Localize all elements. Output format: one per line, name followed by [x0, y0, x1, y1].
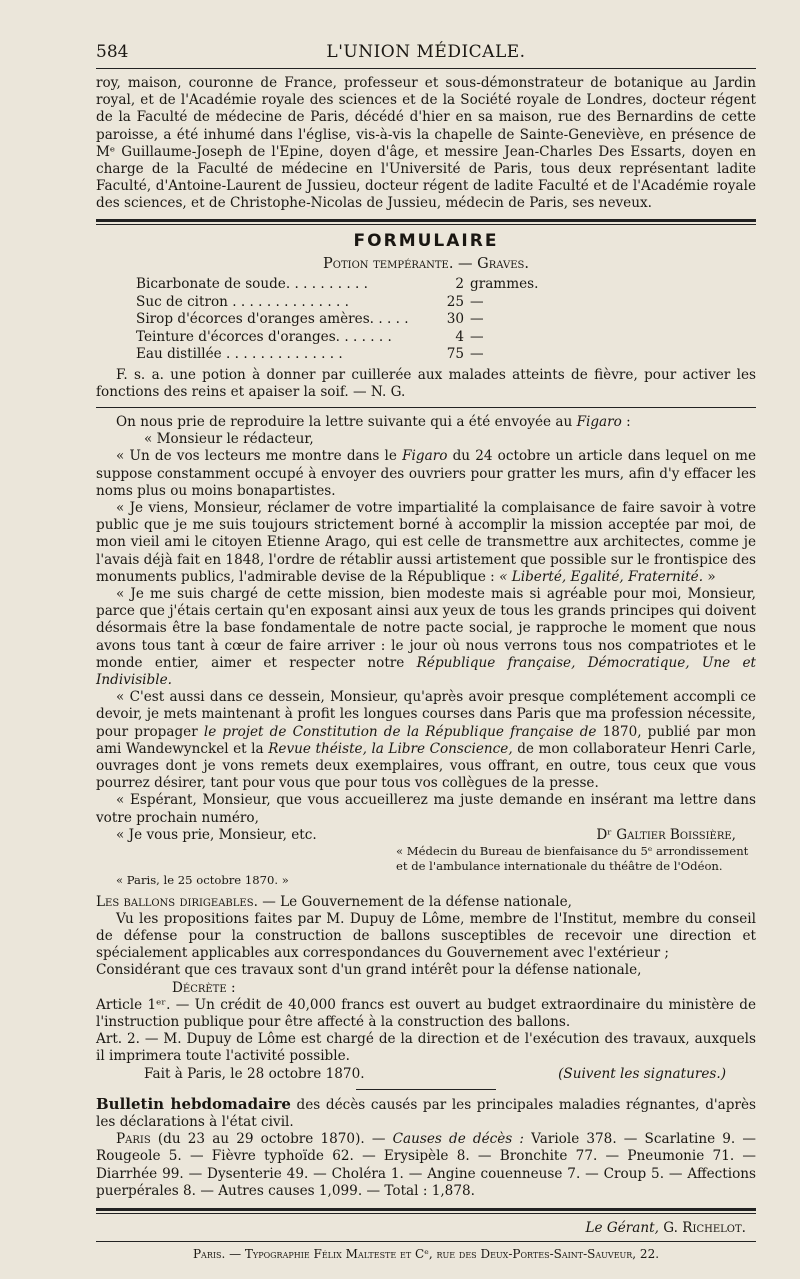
- ingredient-unit: —: [470, 346, 484, 363]
- signature-title: « Médecin du Bureau de bienfaisance du 5ᵉ arrondissement et de l'ambulance internationale du théâtre de l'Odéon.: [396, 844, 749, 873]
- divider: [96, 407, 756, 408]
- table-row: [136, 346, 550, 364]
- letter-date: « Paris, le 25 octobre 1870. »: [116, 873, 289, 888]
- ingredient-qty: 2: [455, 276, 464, 293]
- footer-divider: [96, 1208, 756, 1214]
- letter-intro: On nous prie de reproduire la lettre suivante qui a été envoyée au Figaro :: [116, 413, 631, 430]
- ingredient-qty: 25: [446, 293, 464, 310]
- letter-signature: Dʳ Galtier Boissière,: [596, 826, 736, 843]
- article-1: Article 1ᵉʳ. — Un crédit de 40,000 francs est ouvert au budget extraordinaire du ministère de l'instruction publique pour être affecté à la construction des ballons.: [96, 996, 756, 1030]
- prescription-table: [136, 276, 550, 364]
- divider: [356, 1089, 496, 1090]
- printer-footer: Paris. — Typographie Félix Malteste et Cᵉ, rue des Deux-Portes-Saint-Sauveur, 22.: [192, 1247, 660, 1262]
- table-row: [136, 311, 550, 329]
- ballons-paragraph: Vu les propositions faites par M. Dupuy de Lôme, membre de l'Institut, membre du conseil de défense pour la construction de ballons susceptibles de recevoir une direction et spécialement applicables aux correspondances du Gouvernement avec l'extérieur ;: [96, 910, 756, 962]
- ingredient-unit: —: [470, 293, 484, 310]
- ingredient-unit: —: [470, 328, 484, 345]
- signatures-note: (Suivent les signatures.): [558, 1065, 726, 1082]
- table-row: [136, 329, 550, 347]
- table-row: [136, 294, 550, 312]
- article-2: Art. 2. — M. Dupuy de Lôme est chargé de la direction et de l'exécution des travaux, auxquels il imprimera toute l'activité possible.: [96, 1031, 756, 1065]
- page-number: 584: [96, 42, 129, 62]
- bulletin-data: Paris (du 23 au 29 octobre 1870). — Causes de décès : Variole 378. — Scarlatine 9. — Rougeole 5. — Fièvre typhoïde 62. — Erysipèle 8. — Bronchite 77. — Pneumonie 71. — Diarrhée 99. — Dysenterie 49. — Choléra 1. — Angine couenneuse 7. — Croup 5. — Affections puerpérales 8. — Autres causes 1,099. — Total : 1,878.: [96, 1131, 756, 1199]
- formulaire-title: FORMULAIRE: [353, 230, 499, 251]
- journal-title: L'UNION MÉDICALE.: [326, 42, 526, 62]
- table-row: [136, 276, 550, 294]
- gerant-line: Le Gérant, G. Richelot.: [585, 1219, 746, 1236]
- ingredient-qty: 75: [446, 346, 464, 363]
- formulaire-subtitle: Potion tempérante. — Graves.: [323, 255, 529, 272]
- ingredient-unit: —: [470, 311, 484, 328]
- ingredient-unit: grammes.: [470, 276, 539, 293]
- decrete-heading: Décrète :: [172, 979, 236, 996]
- letter-paragraph: « C'est aussi dans ce dessein, Monsieur, qu'après avoir presque complétement accompli ce devoir, je mets maintenant à profit les longues courses dans Paris que ma profession nécessite, pour propager le projet de Constitution de la République française de 1870, publié par mon ami Wandewynckel et la Revue théiste, la Libre Conscience, de mon collaborateur Henri Carle, ouvrages dont je vons remets deux exemplaires, vous offrant, en outre, tous ceux que vous pourrez désirer, tant pour vous que pour tous vos collègues de la presse.: [96, 689, 757, 792]
- page-header: [96, 40, 756, 69]
- ingredient-name: Eau distillée . . . . . . . . . . . . . .: [136, 346, 343, 363]
- ingredient-name: Suc de citron . . . . . . . . . . . . . .: [136, 293, 349, 310]
- ingredient-qty: 30: [446, 311, 464, 328]
- ballons-heading: Les ballons dirigeables. — Le Gouvernement de la défense nationale,: [96, 893, 573, 910]
- letter-paragraph: « Je viens, Monsieur, réclamer de votre impartialité la complaisance de faire savoir à votre public que je me suis toujours strictement borné à accomplir la mission acceptée par moi, de mon vieil ami le citoyen Etienne Arago, qui est celle de transmettre aux architectes, comme je l'avais déjà fait en 1848, l'ordre de rétablir aussi artistement que possible sur le frontispice des monuments publics, l'admirable devise de la République : « Liberté, Egalité, Fraternité. »: [96, 499, 756, 585]
- letter-paragraph: « Je me suis chargé de cette mission, bien modeste mais si agréable pour moi, Monsieur, parce que j'étais certain qu'en exposant ainsi aux yeux de tous les grands principes qui doivent désormais être la base fondamentale de notre pacte social, je rapproche le moment que nous avons tous tant à cœur de faire arriver : le jour où nous verrons tous nos compatriotes et le monde entier, aimer et respecter notre République française, Démocratique, Une et Indivisible.: [96, 585, 756, 688]
- bulletin-heading: Bulletin hebdomadaire des décès causés par les principales maladies régnantes, d'après les déclarations à l'état civil.: [96, 1094, 756, 1130]
- ingredient-name: Teinture d'écorces d'oranges. . . . . . .: [136, 328, 392, 345]
- letter-salutation: « Monsieur le rédacteur,: [144, 431, 314, 448]
- letter-paragraph: « Un de vos lecteurs me montre dans le Figaro du 24 octobre un article dans lequel on me suppose constamment occupé à envoyer des ouvriers pour gratter les murs, afin d'y effacer les noms plus ou moins bonapartistes.: [96, 448, 756, 499]
- intro-paragraph: roy, maison, couronne de France, professeur et sous-démonstrateur de botanique au Jardin royal, et de l'Académie royale des sciences et de la Société royale de Londres, docteur régent de la Faculté de médecine de Paris, décédé d'hier en sa maison, rue des Bernardins de cette paroisse, a été inhumé dans l'église, vis-à-vis la chapelle de Sainte-Geneviève, en présence de Mᵉ Guillaume-Joseph de l'Epine, doyen d'âge, et messire Jean-Charles Des Essarts, doyen en charge de la Faculté de médecine en l'Université de Paris, tous deux représentant ladite Faculté, d'Antoine-Laurent de Jussieu, docteur régent de ladite Faculté et de l'Académie royale des sciences, et de Christophe-Nicolas de Jussieu, médecin de Paris, ses neveux.: [96, 75, 756, 212]
- letter-paragraph: « Espérant, Monsieur, que vous accueillerez ma juste demande en insérant ma lettre dans votre prochain numéro,: [96, 792, 756, 826]
- divider: [96, 1241, 756, 1242]
- ingredient-name: Bicarbonate de soude. . . . . . . . . .: [136, 276, 368, 293]
- ingredient-name: Sirop d'écorces d'oranges amères. . . . .: [136, 311, 409, 328]
- decree-date: Fait à Paris, le 28 octobre 1870. (Suivent les signatures.): [144, 1065, 726, 1082]
- letter-closing: « Je vous prie, Monsieur, etc. Dʳ Galtier Boissière,: [116, 826, 736, 843]
- ballons-paragraph: Considérant que ces travaux sont d'un grand intérêt pour la défense nationale,: [96, 962, 642, 979]
- section-divider: [96, 219, 756, 225]
- formulaire-note: F. s. a. une potion à donner par cuillerée aux malades atteints de fièvre, pour activer les fonctions des reins et apaiser la soif. — N. G.: [96, 366, 756, 400]
- ingredient-qty: 4: [455, 328, 464, 345]
